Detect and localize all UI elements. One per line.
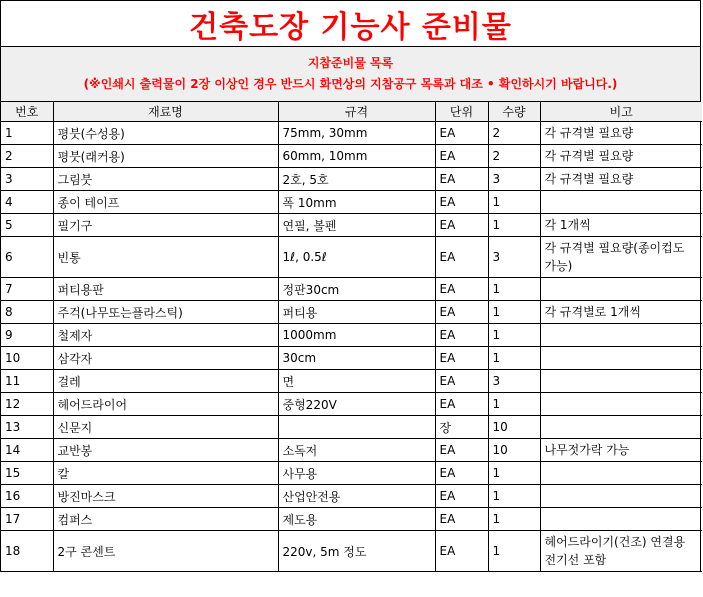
table-row (1, 485, 702, 508)
material-spec: 소독저 (278, 439, 435, 462)
material-name: 신문지 (53, 416, 278, 439)
table-row (1, 168, 702, 191)
material-note (540, 347, 702, 370)
material-unit: EA (435, 370, 488, 393)
material-quantity: 10 (488, 439, 540, 462)
table-row (1, 416, 702, 439)
column-header-qty: 수량 (488, 102, 540, 122)
table-row (1, 439, 702, 462)
material-name: 철제자 (53, 324, 278, 347)
table-row (1, 462, 702, 485)
material-unit: EA (435, 214, 488, 237)
material-name: 방진마스크 (53, 485, 278, 508)
table-row (1, 122, 702, 145)
material-quantity: 2 (488, 145, 540, 168)
row-number: 8 (1, 301, 53, 324)
material-quantity: 1 (488, 191, 540, 214)
material-spec: 2호, 5호 (278, 168, 435, 191)
material-note (540, 278, 702, 301)
material-note: 각 규격별로 1개씩 (540, 301, 702, 324)
table-row (1, 145, 702, 168)
row-number: 3 (1, 168, 53, 191)
table-row (1, 237, 702, 278)
material-name: 주걱(나무또는플라스틱) (53, 301, 278, 324)
material-quantity: 2 (488, 122, 540, 145)
material-note (540, 508, 702, 531)
column-header-no: 번호 (1, 102, 53, 122)
material-spec: 1ℓ, 0.5ℓ (278, 237, 435, 278)
material-spec: 220v, 5m 정도 (278, 531, 435, 572)
material-quantity: 1 (488, 347, 540, 370)
material-spec: 제도용 (278, 508, 435, 531)
material-quantity: 10 (488, 416, 540, 439)
table-row (1, 508, 702, 531)
material-unit: EA (435, 508, 488, 531)
material-unit: EA (435, 439, 488, 462)
table-row (1, 278, 702, 301)
material-name: 종이 테이프 (53, 191, 278, 214)
row-number: 10 (1, 347, 53, 370)
table-header-row (1, 102, 702, 122)
material-note: 각 규격별 필요량 (540, 122, 702, 145)
row-number: 6 (1, 237, 53, 278)
column-header-unit: 단위 (435, 102, 488, 122)
material-name: 그림붓 (53, 168, 278, 191)
table-row (1, 301, 702, 324)
material-unit: 장 (435, 416, 488, 439)
row-number: 16 (1, 485, 53, 508)
material-name: 교반봉 (53, 439, 278, 462)
material-quantity: 1 (488, 462, 540, 485)
material-note: 각 규격별 필요량 (540, 168, 702, 191)
row-number: 18 (1, 531, 53, 572)
table-row (1, 214, 702, 237)
material-spec: 1000mm (278, 324, 435, 347)
material-name: 평붓(래커용) (53, 145, 278, 168)
material-quantity: 1 (488, 393, 540, 416)
material-note (540, 462, 702, 485)
row-number: 15 (1, 462, 53, 485)
material-name: 평붓(수성용) (53, 122, 278, 145)
row-number: 1 (1, 122, 53, 145)
material-quantity: 1 (488, 278, 540, 301)
table-row (1, 531, 702, 572)
material-unit: EA (435, 237, 488, 278)
material-spec: 연필, 볼펜 (278, 214, 435, 237)
row-number: 2 (1, 145, 53, 168)
row-number: 5 (1, 214, 53, 237)
row-number: 11 (1, 370, 53, 393)
material-unit: EA (435, 122, 488, 145)
material-note: 각 1개씩 (540, 214, 702, 237)
material-note (540, 416, 702, 439)
material-unit: EA (435, 347, 488, 370)
material-unit: EA (435, 145, 488, 168)
material-note (540, 485, 702, 508)
column-header-spec: 규격 (278, 102, 435, 122)
row-number: 12 (1, 393, 53, 416)
material-spec: 면 (278, 370, 435, 393)
row-number: 13 (1, 416, 53, 439)
material-spec: 퍼티용 (278, 301, 435, 324)
material-note: 각 규격별 필요량 (540, 145, 702, 168)
table-row (1, 191, 702, 214)
material-unit: EA (435, 462, 488, 485)
material-note: 각 규격별 필요량(종이컵도 가능) (540, 237, 702, 278)
material-unit: EA (435, 531, 488, 572)
row-number: 9 (1, 324, 53, 347)
material-quantity: 1 (488, 531, 540, 572)
material-unit: EA (435, 393, 488, 416)
material-note (540, 393, 702, 416)
material-name: 필기구 (53, 214, 278, 237)
material-spec: 정판30cm (278, 278, 435, 301)
material-name: 2구 콘센트 (53, 531, 278, 572)
material-note: 헤어드라이기(건조) 연결용 전기선 포함 (540, 531, 702, 572)
material-note (540, 191, 702, 214)
material-quantity: 1 (488, 485, 540, 508)
page-title: 건축도장 기능사 준비물 (1, 1, 700, 47)
material-unit: EA (435, 485, 488, 508)
row-number: 7 (1, 278, 53, 301)
material-note (540, 324, 702, 347)
material-note: 나무젓가락 가능 (540, 439, 702, 462)
material-spec (278, 416, 435, 439)
subheader (1, 47, 700, 102)
material-quantity: 1 (488, 324, 540, 347)
table-body (1, 122, 702, 572)
material-name: 컴퍼스 (53, 508, 278, 531)
material-name: 걸레 (53, 370, 278, 393)
material-unit: EA (435, 191, 488, 214)
row-number: 14 (1, 439, 53, 462)
row-number: 4 (1, 191, 53, 214)
material-name: 빈통 (53, 237, 278, 278)
column-header-note: 비고 (540, 102, 702, 122)
material-spec: 75mm, 30mm (278, 122, 435, 145)
table-row (1, 324, 702, 347)
material-name: 칼 (53, 462, 278, 485)
notice-text: (※인쇄시 출력물이 2장 이상인 경우 반드시 화면상의 지참공구 목록과 대조 • 확인하시기 바랍니다.) (83, 77, 618, 91)
table-row (1, 370, 702, 393)
material-quantity: 1 (488, 301, 540, 324)
material-spec: 60mm, 10mm (278, 145, 435, 168)
table-row (1, 347, 702, 370)
material-name: 퍼티용판 (53, 278, 278, 301)
material-unit: EA (435, 324, 488, 347)
subtitle: 지참준비물 목록 (307, 56, 394, 70)
materials-table (1, 102, 702, 572)
row-number: 17 (1, 508, 53, 531)
material-spec: 산업안전용 (278, 485, 435, 508)
material-spec: 폭 10mm (278, 191, 435, 214)
material-name: 헤어드라이어 (53, 393, 278, 416)
material-quantity: 3 (488, 370, 540, 393)
material-quantity: 1 (488, 214, 540, 237)
material-note (540, 370, 702, 393)
material-quantity: 3 (488, 168, 540, 191)
table-row (1, 393, 702, 416)
material-name: 삼각자 (53, 347, 278, 370)
column-header-name: 재료명 (53, 102, 278, 122)
material-unit: EA (435, 278, 488, 301)
material-spec: 사무용 (278, 462, 435, 485)
material-quantity: 1 (488, 508, 540, 531)
material-spec: 30cm (278, 347, 435, 370)
material-unit: EA (435, 168, 488, 191)
material-spec: 중형220V (278, 393, 435, 416)
material-unit: EA (435, 301, 488, 324)
material-quantity: 3 (488, 237, 540, 278)
